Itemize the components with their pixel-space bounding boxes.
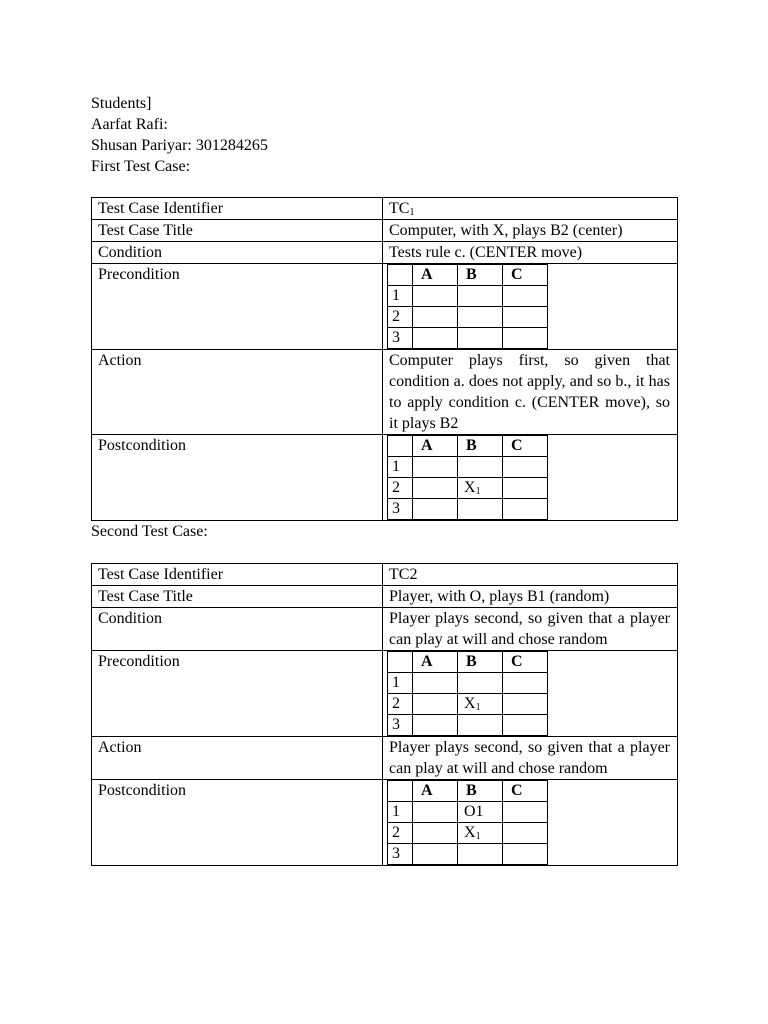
tc1-condition: Tests rule c. (CENTER move) bbox=[383, 242, 678, 264]
grid-cell bbox=[413, 478, 458, 499]
grid-cell bbox=[413, 694, 458, 715]
grid-corner-cell bbox=[388, 781, 413, 802]
grid-cell bbox=[503, 286, 548, 307]
tc1-identifier bbox=[383, 198, 678, 220]
grid-row bbox=[388, 499, 548, 520]
grid-cell-mark: O1 bbox=[464, 803, 484, 820]
grid-cell bbox=[413, 286, 458, 307]
grid-row-header: 2 bbox=[388, 307, 413, 328]
grid-cell bbox=[458, 715, 503, 736]
second-test-case-heading: Second Test Case: bbox=[91, 523, 208, 540]
tc2-action: Player plays second, so given that a player can play at will and chose random bbox=[383, 737, 678, 780]
table-row bbox=[92, 242, 678, 264]
grid-column-header: C bbox=[503, 781, 548, 802]
table-row bbox=[92, 780, 678, 866]
grid-cell bbox=[458, 499, 503, 520]
grid-row-header: 1 bbox=[388, 286, 413, 307]
tc1-identifier-subscript: 1 bbox=[409, 207, 415, 218]
grid-corner-cell bbox=[388, 265, 413, 286]
label-condition: Condition bbox=[92, 242, 383, 264]
grid-header-row bbox=[388, 652, 548, 673]
grid-cell bbox=[458, 286, 503, 307]
grid-cell bbox=[503, 715, 548, 736]
grid-header-row bbox=[388, 265, 548, 286]
label-precondition: Precondition bbox=[92, 651, 383, 737]
grid-row bbox=[388, 286, 548, 307]
label-title: Test Case Title bbox=[92, 220, 383, 242]
label-precondition: Precondition bbox=[92, 264, 383, 350]
grid-row-header: 2 bbox=[388, 478, 413, 499]
grid-cell bbox=[503, 823, 548, 844]
grid-cell bbox=[503, 673, 548, 694]
tc2-condition: Player plays second, so given that a player can play at will and chose random bbox=[383, 608, 678, 651]
grid-cell-mark: X bbox=[464, 479, 476, 496]
board-grid bbox=[387, 651, 548, 736]
grid-row-header: 3 bbox=[388, 499, 413, 520]
grid-column-header: A bbox=[413, 652, 458, 673]
grid-row-header: 2 bbox=[388, 694, 413, 715]
table-row bbox=[92, 435, 678, 521]
label-action: Action bbox=[92, 737, 383, 780]
grid-cell bbox=[413, 328, 458, 349]
tc2-identifier: TC2 bbox=[383, 564, 678, 586]
grid-cell bbox=[458, 694, 503, 715]
grid-header-row bbox=[388, 436, 548, 457]
header-line-author-1: Aarfat Rafi: bbox=[91, 116, 168, 133]
test-case-table-2 bbox=[91, 563, 678, 866]
table-row bbox=[92, 264, 678, 350]
test-case-table-1 bbox=[91, 197, 678, 521]
grid-column-header: B bbox=[458, 265, 503, 286]
table-row bbox=[92, 737, 678, 780]
grid-row bbox=[388, 694, 548, 715]
grid-row-header: 2 bbox=[388, 823, 413, 844]
grid-cell bbox=[458, 328, 503, 349]
table-row bbox=[92, 651, 678, 737]
grid-cell bbox=[458, 823, 503, 844]
tc1-identifier-text: TC bbox=[389, 200, 410, 217]
label-identifier: Test Case Identifier bbox=[92, 564, 383, 586]
grid-column-header: A bbox=[413, 436, 458, 457]
grid-column-header: B bbox=[458, 781, 503, 802]
board-grid bbox=[387, 264, 548, 349]
grid-corner-cell bbox=[388, 436, 413, 457]
grid-cell-subscript: 1 bbox=[475, 702, 481, 713]
grid-column-header: A bbox=[413, 781, 458, 802]
grid-row-header: 1 bbox=[388, 802, 413, 823]
grid-row bbox=[388, 844, 548, 865]
label-action: Action bbox=[92, 350, 383, 435]
grid-cell bbox=[503, 499, 548, 520]
label-identifier: Test Case Identifier bbox=[92, 198, 383, 220]
tc2-title: Player, with O, plays B1 (random) bbox=[383, 586, 678, 608]
table-row bbox=[92, 220, 678, 242]
grid-cell bbox=[413, 823, 458, 844]
grid-row-header: 3 bbox=[388, 844, 413, 865]
grid-row-header: 1 bbox=[388, 673, 413, 694]
grid-cell bbox=[458, 802, 503, 823]
grid-cell-subscript: 1 bbox=[475, 831, 481, 842]
board-grid bbox=[387, 435, 548, 520]
grid-cell bbox=[503, 457, 548, 478]
label-postcondition: Postcondition bbox=[92, 780, 383, 866]
grid-column-header: C bbox=[503, 265, 548, 286]
label-condition: Condition bbox=[92, 608, 383, 651]
grid-cell bbox=[413, 307, 458, 328]
grid-cell-mark: X bbox=[464, 695, 476, 712]
grid-cell bbox=[413, 499, 458, 520]
grid-column-header: B bbox=[458, 436, 503, 457]
grid-cell bbox=[458, 673, 503, 694]
grid-row bbox=[388, 802, 548, 823]
grid-cell bbox=[458, 478, 503, 499]
grid-cell bbox=[413, 844, 458, 865]
header-line-author-2: Shusan Pariyar: 301284265 bbox=[91, 137, 268, 154]
grid-cell-mark: X bbox=[464, 824, 476, 841]
grid-header-row bbox=[388, 781, 548, 802]
grid-row bbox=[388, 478, 548, 499]
grid-cell bbox=[503, 307, 548, 328]
grid-column-header: C bbox=[503, 436, 548, 457]
grid-cell bbox=[503, 844, 548, 865]
tc1-action: Computer plays first, so given that condition a. does not apply, and so b., it has to apply condition c. (CENTER move), so it plays B2 bbox=[383, 350, 678, 435]
table-row bbox=[92, 198, 678, 220]
grid-cell bbox=[503, 328, 548, 349]
grid-column-header: C bbox=[503, 652, 548, 673]
grid-row bbox=[388, 328, 548, 349]
grid-row-header: 3 bbox=[388, 328, 413, 349]
grid-cell bbox=[503, 802, 548, 823]
header-line-students: Students] bbox=[91, 95, 152, 112]
grid-cell bbox=[458, 307, 503, 328]
grid-cell bbox=[503, 478, 548, 499]
grid-row bbox=[388, 457, 548, 478]
first-test-case-heading: First Test Case: bbox=[91, 158, 191, 175]
grid-cell-subscript: 1 bbox=[475, 486, 481, 497]
table-row bbox=[92, 350, 678, 435]
grid-cell bbox=[458, 457, 503, 478]
label-title: Test Case Title bbox=[92, 586, 383, 608]
grid-cell bbox=[413, 673, 458, 694]
table-row bbox=[92, 564, 678, 586]
grid-cell bbox=[413, 457, 458, 478]
grid-cell bbox=[458, 844, 503, 865]
grid-column-header: A bbox=[413, 265, 458, 286]
grid-cell bbox=[413, 715, 458, 736]
grid-cell bbox=[413, 802, 458, 823]
grid-row bbox=[388, 715, 548, 736]
label-postcondition: Postcondition bbox=[92, 435, 383, 521]
grid-cell bbox=[503, 694, 548, 715]
grid-row-header: 3 bbox=[388, 715, 413, 736]
grid-corner-cell bbox=[388, 652, 413, 673]
board-grid bbox=[387, 780, 548, 865]
grid-row bbox=[388, 307, 548, 328]
grid-row bbox=[388, 673, 548, 694]
table-row bbox=[92, 608, 678, 651]
tc1-title: Computer, with X, plays B2 (center) bbox=[383, 220, 678, 242]
grid-column-header: B bbox=[458, 652, 503, 673]
grid-row bbox=[388, 823, 548, 844]
grid-row-header: 1 bbox=[388, 457, 413, 478]
table-row bbox=[92, 586, 678, 608]
